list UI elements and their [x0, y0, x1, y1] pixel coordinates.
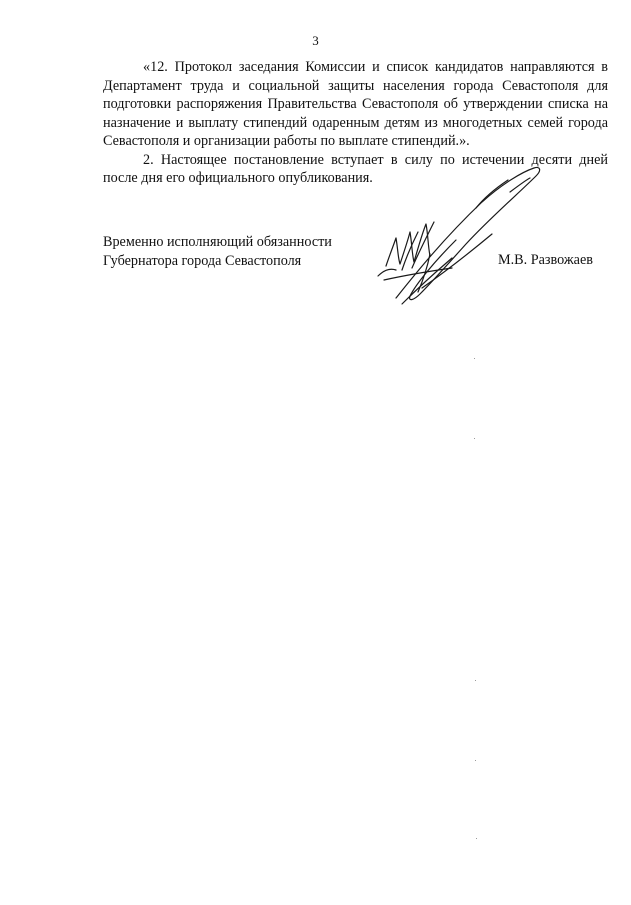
scan-speck — [474, 438, 475, 439]
signatory-title-line-1: Временно исполняющий обязанности — [103, 234, 332, 250]
handwritten-signature — [372, 158, 552, 318]
scan-speck — [475, 680, 476, 681]
scan-speck — [474, 358, 475, 359]
paragraph-effective-date: 2. Настоящее постановление вступает в силу по истечении десяти дней после дня его официального опубликования. — [103, 151, 608, 186]
signatory-title — [103, 233, 332, 270]
scan-speck — [475, 760, 476, 761]
page-number: 3 — [312, 33, 319, 48]
scan-speck — [476, 838, 477, 839]
signatory-title-line-2: Губернатора города Севастополя — [103, 252, 302, 269]
paragraph-amendment-12: «12. Протокол заседания Комиссии и список кандидатов направляются в Департамент труда и социальной защиты населения города Севастополя для подготовки распоряжения Правительства Севастополя об утверждении списка на назначение и выплату стипендий одаренным детям из многодетных семей города Севастополя и организации работы по выплате стипендий.». — [103, 59, 608, 149]
signatory-name: М.В. Развожаев — [498, 252, 593, 268]
